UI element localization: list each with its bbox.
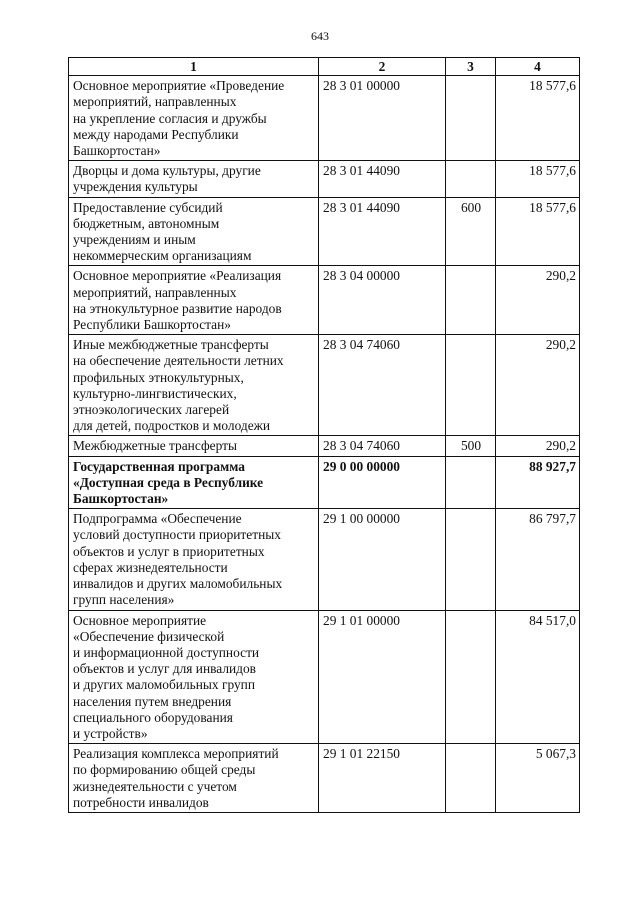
- table-row: [69, 509, 580, 610]
- row-code-cell: 28 3 01 00000: [319, 76, 446, 161]
- row-type-cell: 500: [446, 436, 496, 456]
- row-code-cell: 28 3 04 74060: [319, 335, 446, 436]
- row-type-cell: [446, 161, 496, 197]
- row-amount-cell: 290,2: [496, 266, 580, 335]
- row-name-line: Основное мероприятие «Проведение: [73, 78, 285, 94]
- row-type-cell: [446, 266, 496, 335]
- row-name-line: мероприятий, направленных: [73, 94, 237, 110]
- row-type-cell: [446, 509, 496, 610]
- table-row: [69, 456, 580, 509]
- row-type-cell: [446, 744, 496, 813]
- page-number: 643: [311, 29, 329, 43]
- column-header-code: 2: [319, 58, 446, 76]
- table-row: [69, 161, 580, 197]
- row-code-cell: 28 3 01 44090: [319, 197, 446, 266]
- row-code-cell: 29 0 00 00000: [319, 456, 446, 509]
- row-name-line: Предоставление субсидий: [73, 199, 223, 215]
- table-row: [69, 610, 580, 744]
- row-code-cell: 28 3 04 74060: [319, 436, 446, 456]
- row-name-cell: [69, 76, 319, 161]
- row-name-line: объектов и услуг в приоритетных: [73, 543, 265, 559]
- row-name-line: «Обеспечение физической: [73, 628, 225, 644]
- row-type-cell: [446, 335, 496, 436]
- row-name-line: профильных этнокультурных,: [73, 369, 244, 385]
- row-name-line: на обеспечение деятельности летних: [73, 353, 284, 369]
- row-name-line: Основное мероприятие: [73, 612, 207, 628]
- row-name-line: групп населения»: [73, 592, 175, 608]
- row-code-cell: 28 3 01 44090: [319, 161, 446, 197]
- row-name-line: и устройств»: [73, 725, 148, 741]
- row-amount-cell: 5 067,3: [496, 744, 580, 813]
- row-name-line: жизнедеятельности с учетом: [73, 778, 237, 794]
- row-name-line: сферах жизнедеятельности: [73, 559, 228, 575]
- row-name-line: условий доступности приоритетных: [73, 527, 281, 543]
- row-name-line: Межбюджетные трансферты: [73, 438, 237, 454]
- table-row: [69, 76, 580, 161]
- row-name-cell: [69, 335, 319, 436]
- column-header-amount: 4: [496, 58, 580, 76]
- row-name-line: Государственная программа: [73, 458, 245, 474]
- row-name-line: Подпрограмма «Обеспечение: [73, 511, 242, 527]
- column-header-name: 1: [69, 58, 319, 76]
- table-row: [69, 335, 580, 436]
- table-row: [69, 266, 580, 335]
- row-name-cell: [69, 436, 319, 456]
- row-name-line: Башкортостан»: [73, 143, 161, 159]
- budget-table: [68, 57, 580, 813]
- row-name-line: и других маломобильных групп: [73, 677, 255, 693]
- row-name-line: некоммерческим организациям: [73, 248, 252, 264]
- row-name-line: этноэкологических лагерей: [73, 402, 230, 418]
- row-name-line: и информационной доступности: [73, 644, 260, 660]
- row-name-line: бюджетным, автономным: [73, 215, 220, 231]
- row-name-line: для детей, подростков и молодежи: [73, 418, 271, 434]
- row-name-line: по формированию общей среды: [73, 762, 256, 778]
- row-name-line: потребности инвалидов: [73, 794, 209, 810]
- row-amount-cell: 84 517,0: [496, 610, 580, 744]
- row-amount-cell: 88 927,7: [496, 456, 580, 509]
- row-code-cell: 29 1 01 22150: [319, 744, 446, 813]
- row-name-cell: [69, 744, 319, 813]
- row-name-line: на укрепление согласия и дружбы: [73, 110, 267, 126]
- row-type-cell: 600: [446, 197, 496, 266]
- table-row: [69, 436, 580, 456]
- row-code-cell: 29 1 00 00000: [319, 509, 446, 610]
- row-name-cell: [69, 610, 319, 744]
- row-name-cell: [69, 456, 319, 509]
- row-amount-cell: 86 797,7: [496, 509, 580, 610]
- row-name-line: «Доступная среда в Республике: [73, 474, 264, 490]
- row-type-cell: [446, 610, 496, 744]
- row-amount-cell: 18 577,6: [496, 197, 580, 266]
- table-body: [69, 76, 580, 813]
- row-name-line: Реализация комплекса мероприятий: [73, 746, 279, 762]
- row-type-cell: [446, 76, 496, 161]
- row-name-cell: [69, 161, 319, 197]
- table-row: [69, 197, 580, 266]
- row-name-cell: [69, 509, 319, 610]
- table-row: [69, 744, 580, 813]
- row-name-line: инвалидов и других маломобильных: [73, 576, 283, 592]
- row-name-line: Республики Башкортостан»: [73, 317, 231, 333]
- row-name-cell: [69, 197, 319, 266]
- row-name-line: Дворцы и дома культуры, другие: [73, 163, 261, 179]
- row-name-line: мероприятий, направленных: [73, 284, 237, 300]
- row-amount-cell: 18 577,6: [496, 161, 580, 197]
- row-name-line: культурно-лингвистических,: [73, 385, 237, 401]
- row-name-line: Основное мероприятие «Реализация: [73, 268, 282, 284]
- column-header-type: 3: [446, 58, 496, 76]
- table-header-row: [69, 58, 580, 76]
- row-code-cell: 28 3 04 00000: [319, 266, 446, 335]
- row-type-cell: [446, 456, 496, 509]
- row-amount-cell: 18 577,6: [496, 76, 580, 161]
- row-name-line: на этнокультурное развитие народов: [73, 300, 282, 316]
- row-name-cell: [69, 266, 319, 335]
- row-code-cell: 29 1 01 00000: [319, 610, 446, 744]
- row-name-line: населения путем внедрения: [73, 693, 232, 709]
- row-name-line: объектов и услуг для инвалидов: [73, 661, 257, 677]
- row-amount-cell: 290,2: [496, 436, 580, 456]
- row-name-line: учреждения культуры: [73, 179, 198, 195]
- row-name-line: Башкортостан»: [73, 491, 169, 507]
- row-name-line: Иные межбюджетные трансферты: [73, 337, 269, 353]
- row-name-line: учреждениям и иным: [73, 232, 196, 248]
- row-name-line: специального оборудования: [73, 709, 233, 725]
- row-name-line: между народами Республики: [73, 126, 239, 142]
- row-amount-cell: 290,2: [496, 335, 580, 436]
